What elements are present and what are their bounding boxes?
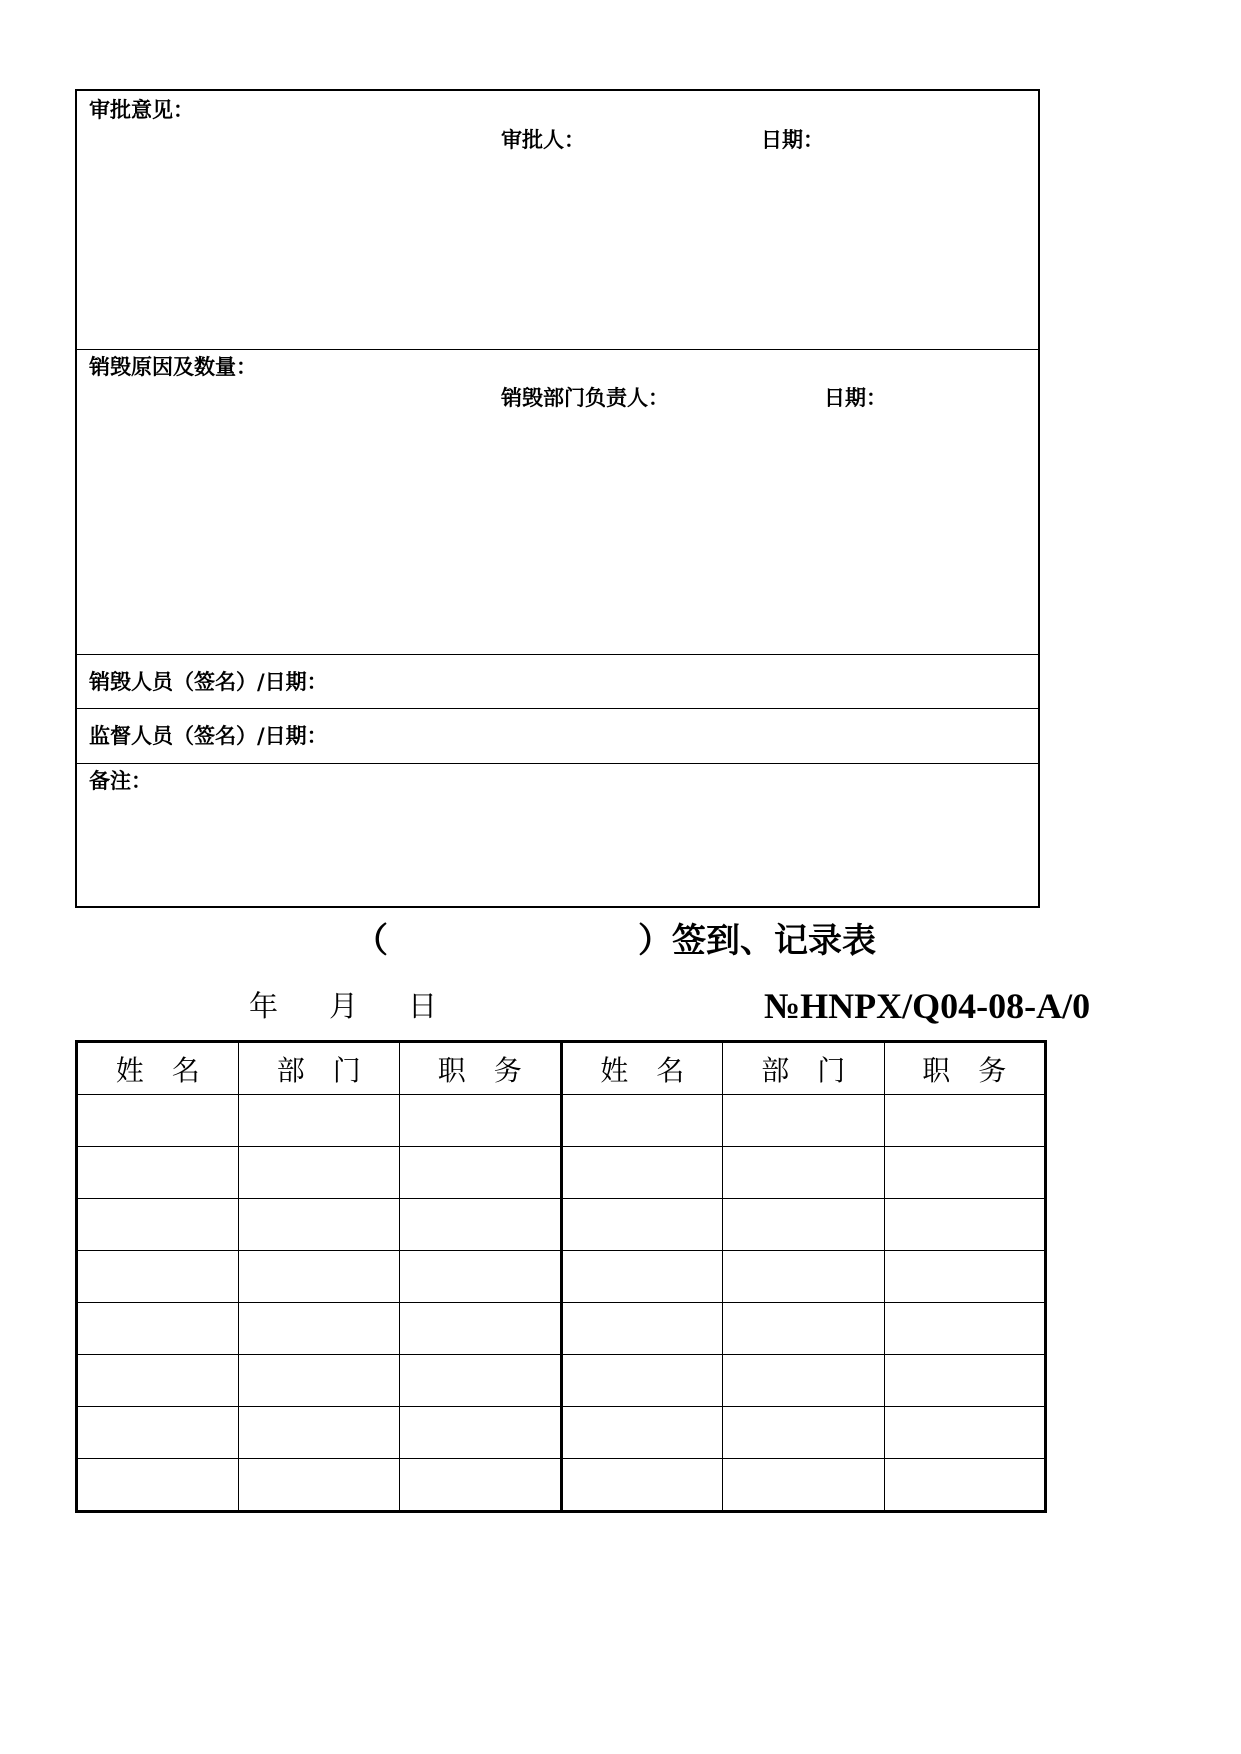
record-title: ）签到、记录表 [638, 921, 876, 961]
dept-cell[interactable] [723, 1199, 885, 1251]
name-cell[interactable] [77, 1095, 239, 1147]
position-cell[interactable] [400, 1199, 562, 1251]
name-cell[interactable] [561, 1303, 723, 1355]
position-cell[interactable] [884, 1199, 1046, 1251]
dept-cell[interactable] [723, 1407, 885, 1459]
record-title-open: （ [354, 921, 388, 961]
table-row [77, 1355, 1046, 1407]
name-cell[interactable] [561, 1459, 723, 1512]
supervisor-section[interactable] [77, 709, 1038, 764]
destruction-reason-section[interactable] [77, 350, 1038, 655]
supervisor-signature-label: 监督人员（签名）/日期： [89, 723, 328, 748]
position-cell[interactable] [884, 1303, 1046, 1355]
dept-cell[interactable] [238, 1199, 400, 1251]
destruction-form [75, 89, 1040, 908]
name-cell[interactable] [561, 1199, 723, 1251]
table-row [77, 1407, 1046, 1459]
table-row [77, 1303, 1046, 1355]
position-cell[interactable] [400, 1251, 562, 1303]
dept-cell[interactable] [723, 1355, 885, 1407]
dept-cell[interactable] [238, 1407, 400, 1459]
dept-cell[interactable] [723, 1251, 885, 1303]
name-cell[interactable] [77, 1199, 239, 1251]
name-cell[interactable] [77, 1303, 239, 1355]
position-cell[interactable] [400, 1459, 562, 1512]
position-cell[interactable] [400, 1407, 562, 1459]
position-cell[interactable] [884, 1147, 1046, 1199]
position-cell[interactable] [884, 1407, 1046, 1459]
year-label: 年 [249, 989, 279, 1023]
name-cell[interactable] [77, 1407, 239, 1459]
name-cell[interactable] [77, 1355, 239, 1407]
dept-cell[interactable] [723, 1147, 885, 1199]
dept-cell[interactable] [238, 1251, 400, 1303]
approver-label: 审批人： [501, 127, 585, 152]
name-cell[interactable] [77, 1251, 239, 1303]
position-cell[interactable] [884, 1459, 1046, 1512]
dept-cell[interactable] [723, 1095, 885, 1147]
name-cell[interactable] [561, 1407, 723, 1459]
destroyer-section[interactable] [77, 655, 1038, 709]
destruction-date-label: 日期： [824, 385, 887, 410]
name-cell[interactable] [561, 1147, 723, 1199]
table-row [77, 1199, 1046, 1251]
position-cell[interactable] [884, 1355, 1046, 1407]
name-cell[interactable] [561, 1355, 723, 1407]
dept-cell[interactable] [723, 1459, 885, 1512]
month-label: 月 [329, 989, 359, 1023]
remarks-label: 备注： [89, 768, 152, 793]
header-dept-right: 部 门 [723, 1042, 885, 1095]
day-label: 日 [408, 989, 438, 1023]
table-row [77, 1251, 1046, 1303]
dept-cell[interactable] [723, 1303, 885, 1355]
sign-in-table [75, 1040, 1047, 1513]
header-name-right: 姓 名 [561, 1042, 723, 1095]
table-row [77, 1147, 1046, 1199]
remarks-section[interactable] [77, 764, 1038, 906]
position-cell[interactable] [884, 1095, 1046, 1147]
destruction-reason-label: 销毁原因及数量： [89, 354, 257, 379]
header-name-left: 姓 名 [77, 1042, 239, 1095]
dept-cell[interactable] [238, 1095, 400, 1147]
name-cell[interactable] [561, 1251, 723, 1303]
document-number: №HNPX/Q04-08-A/0 [764, 986, 1091, 1026]
dept-cell[interactable] [238, 1303, 400, 1355]
table-row [77, 1095, 1046, 1147]
header-position-right: 职 务 [884, 1042, 1046, 1095]
header-position-left: 职 务 [400, 1042, 562, 1095]
dept-head-label: 销毁部门负责人： [501, 385, 669, 410]
dept-cell[interactable] [238, 1355, 400, 1407]
table-header-row [77, 1042, 1046, 1095]
position-cell[interactable] [400, 1095, 562, 1147]
position-cell[interactable] [400, 1147, 562, 1199]
destroyer-signature-label: 销毁人员（签名）/日期： [89, 669, 328, 694]
table-row [77, 1459, 1046, 1512]
position-cell[interactable] [884, 1251, 1046, 1303]
position-cell[interactable] [400, 1303, 562, 1355]
position-cell[interactable] [400, 1355, 562, 1407]
approval-section[interactable] [77, 91, 1038, 350]
name-cell[interactable] [77, 1147, 239, 1199]
approval-opinion-label: 审批意见： [89, 97, 194, 122]
name-cell[interactable] [77, 1459, 239, 1512]
name-cell[interactable] [561, 1095, 723, 1147]
dept-cell[interactable] [238, 1459, 400, 1512]
header-dept-left: 部 门 [238, 1042, 400, 1095]
dept-cell[interactable] [238, 1147, 400, 1199]
approval-date-label: 日期： [761, 127, 824, 152]
